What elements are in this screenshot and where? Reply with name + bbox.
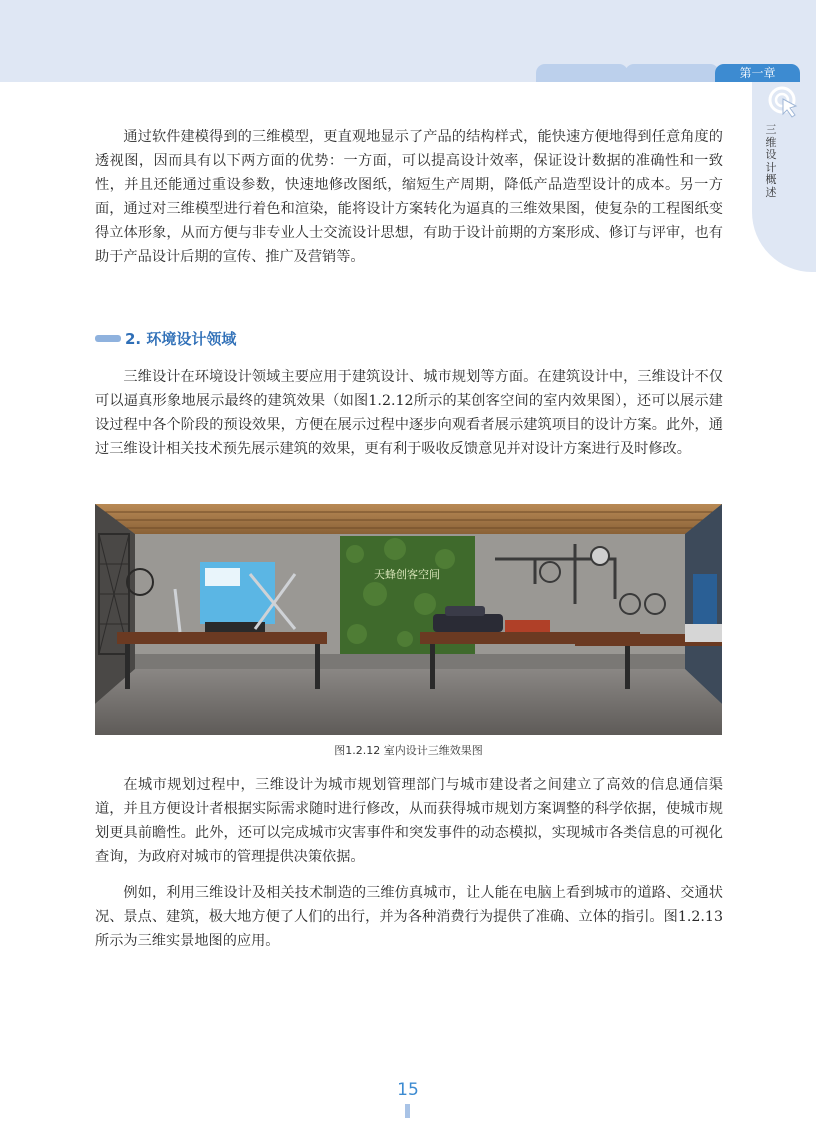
chapter-tab-placeholder [625, 64, 719, 82]
body-paragraph: 三维设计在环境设计领域主要应用于建筑设计、城市规划等方面。在建筑设计中，三维设计不仅可以逼真形象地展示最终的建筑效果（如图1.2.12所示的某创客空间的室内效果图），还可以展示建设过程中各个阶段的预设效果，方便在展示过程中逐步向观看者展示建筑项目的设计方案。此外，通过三维设计相关技术预先展示建筑的效果，更有利于吸收反馈意见并对设计方案进行及时修改。 [95, 369, 723, 457]
chapter-tab-placeholder [536, 64, 628, 82]
figure-sign-text: 天蜂创客空间 [374, 568, 440, 581]
side-chapter-title: 三维设计概述 [765, 123, 777, 199]
page-number-marker [405, 1104, 410, 1118]
interior-render-image [95, 504, 722, 735]
body-paragraph: 通过软件建模得到的三维模型，更直观地显示了产品的结构样式，能快速方便地得到任意角度的透视图，因而具有以下两方面的优势：一方面，可以提高设计效率，保证设计数据的准确性和一致性，并且还能通过重设参数，快速地修改图纸，缩短生产周期，降低产品造型设计的成本。另一方面，通过对三维模型进行着色和渲染，能将设计方案转化为逼真的三维效果图，使复杂的工程图纸变得立体形象，从而方便与非专业人士交流设计思想，有助于设计前期的方案形成、修订与评审，也有助于产品设计后期的宣传、推广及营销等。 [95, 129, 723, 265]
cursor-target-icon [766, 84, 802, 120]
page-number: 15 [397, 1080, 419, 1100]
section-heading [95, 327, 236, 349]
heading-bar [95, 335, 121, 342]
body-paragraph: 例如，利用三维设计及相关技术制造的三维仿真城市，让人能在电脑上看到城市的道路、交通状况、景点、建筑，极大地方便了人们的出行，并为各种消费行为提供了准确、立体的指引。图1.2.13所示为三维实景地图的应用。 [95, 885, 723, 949]
body-paragraph: 在城市规划过程中，三维设计为城市规划管理部门与城市建设者之间建立了高效的信息通信渠道，并且方便设计者根据实际需求随时进行修改，从而获得城市规划方案调整的科学依据，使城市规划更具前瞻性。此外，还可以完成城市灾害事件和突发事件的动态模拟，实现城市各类信息的可视化查询，为政府对城市的管理提供决策依据。 [95, 777, 723, 865]
chapter-tab: 第一章 [715, 64, 800, 82]
figure-caption: 图1.2.12 室内设计三维效果图 [334, 744, 483, 757]
section-heading-text: 2. 环境设计领域 [125, 329, 237, 348]
